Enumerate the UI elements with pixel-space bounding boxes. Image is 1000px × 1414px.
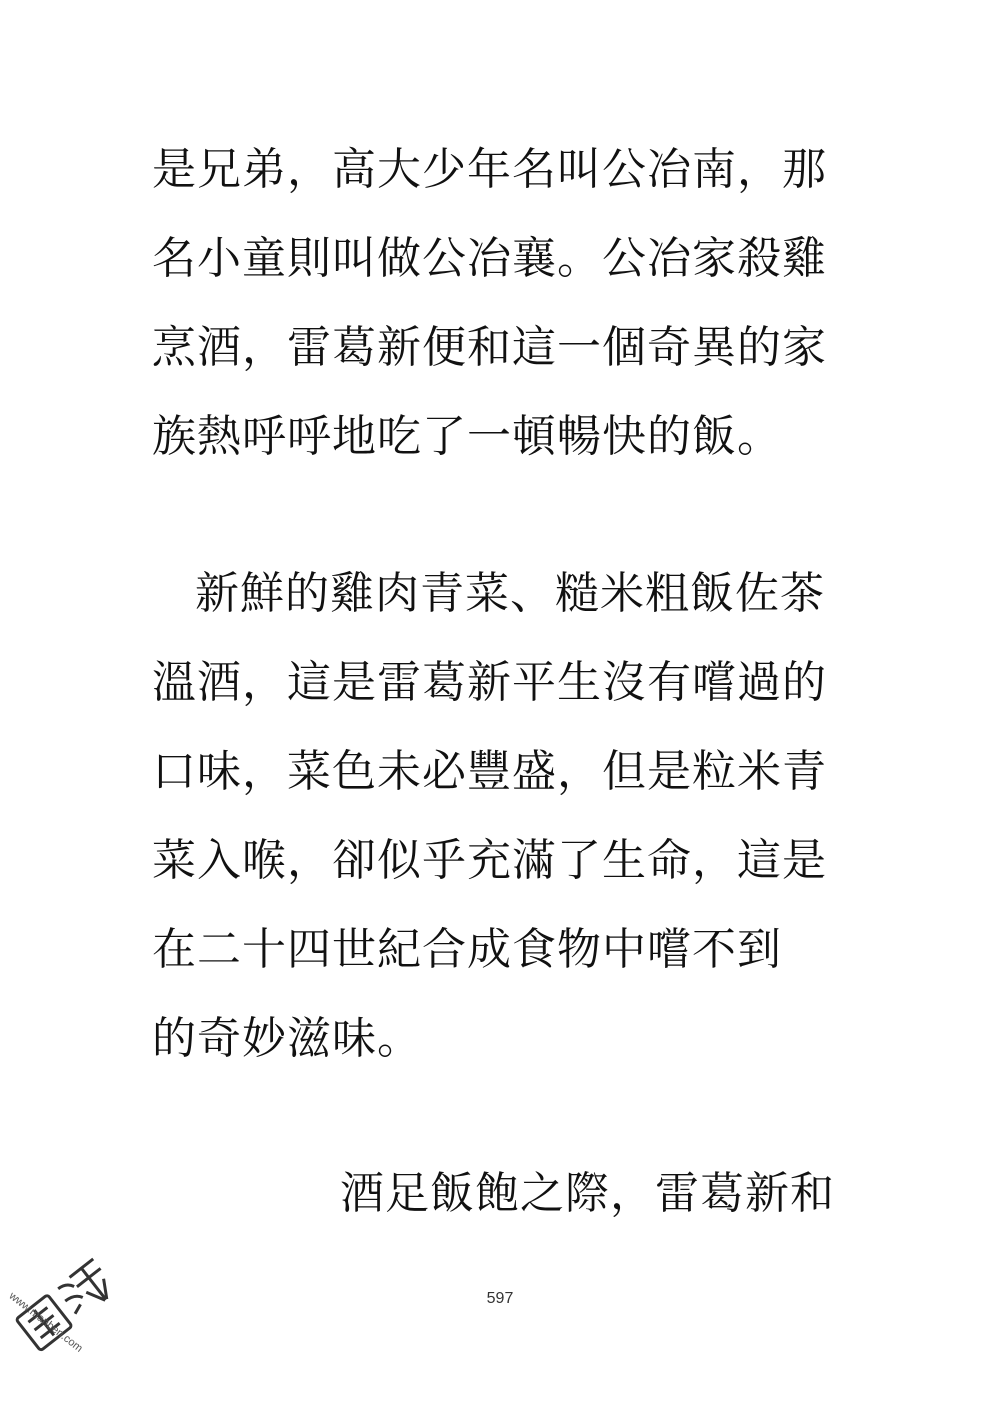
text-line: 烹酒，雷葛新便和這一個奇異的家 [152, 322, 827, 373]
text-line: 名小童則叫做公冶襄。公冶家殺雞 [152, 233, 827, 284]
text-line: 在二十四世紀合成食物中嚐不到 [152, 924, 782, 975]
text-line: 溫酒，這是雷葛新平生沒有嚐過的 [152, 657, 827, 708]
text-line: 是兄弟，高大少年名叫公冶南，那 [152, 144, 827, 195]
text-line: 菜入喉，卻似乎充滿了生命，這是 [152, 835, 827, 886]
page-number: 597 [486, 1290, 514, 1307]
text-line: 的奇妙滋味。 [152, 1013, 422, 1064]
text-line: 新鮮的雞肉青菜、糙米粗飯佐茶 [195, 568, 825, 619]
watermark-url: www.manben.com [6, 1290, 85, 1355]
text-line: 酒足飯飽之際，雷葛新和 [340, 1168, 835, 1219]
watermark-logo-icon [10, 1240, 150, 1400]
text-line: 口味，菜色未必豐盛，但是粒米青 [152, 746, 827, 797]
text-line: 族熱呼呼地吃了一頓暢快的飯。 [152, 411, 782, 462]
